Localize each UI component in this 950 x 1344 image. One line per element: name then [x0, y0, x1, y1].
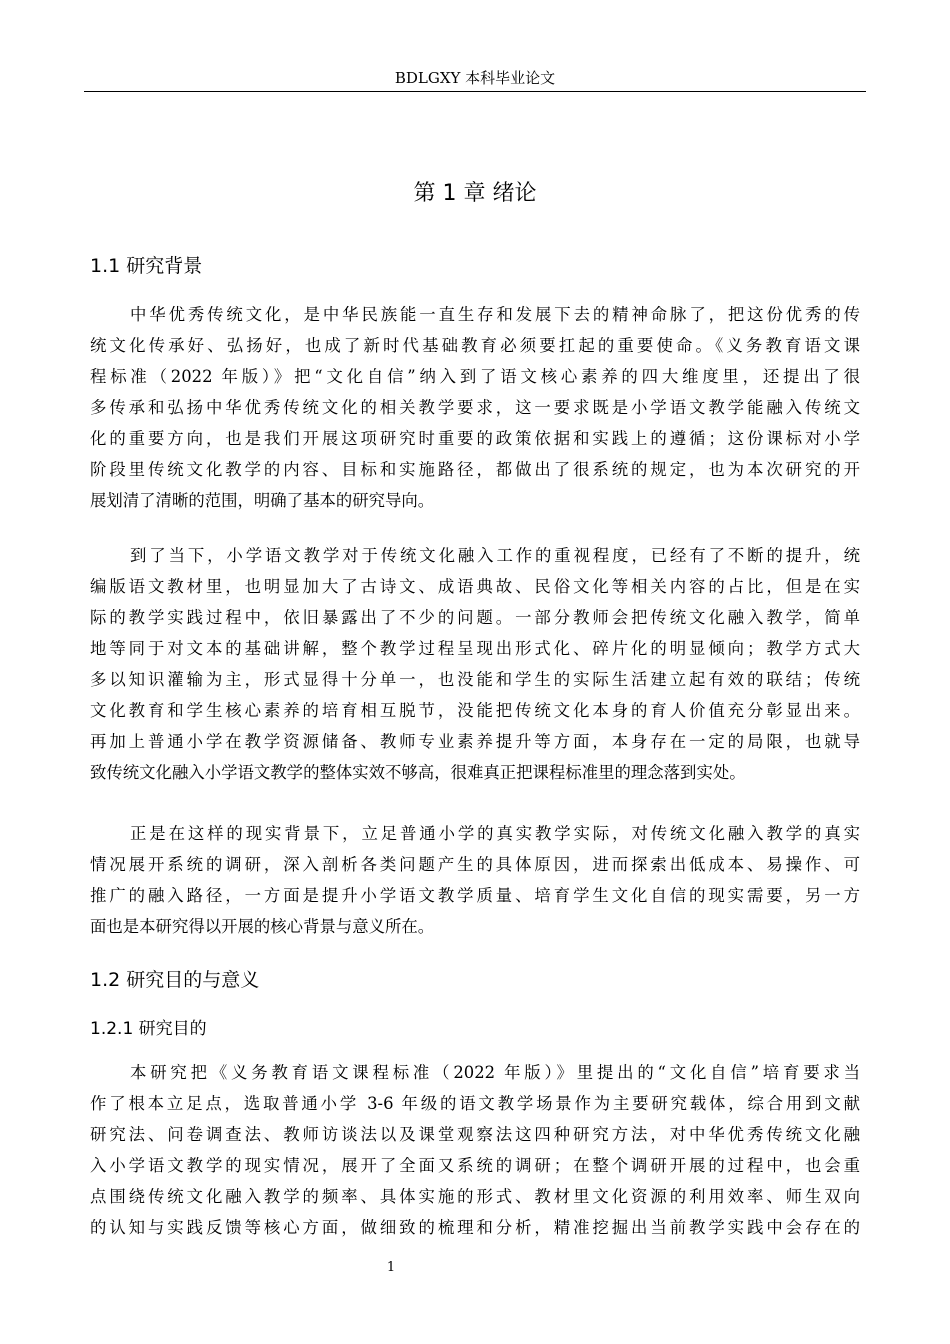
paragraph-line: 致传统文化融入小学语文教学的整体实效不够高，很难真正把课程标准里的理念落到实处。 — [90, 763, 746, 782]
paragraph-line: 多传承和弘扬中华优秀传统文化的相关教学要求，这一要求既是小学语文教学能融入传统文 — [90, 398, 860, 417]
paragraph-line: 程标准（2022 年版）》把“文化自信”纳入到了语文核心素养的四大维度里，还提出了很 — [90, 367, 860, 386]
paragraph-line: 研究法、问卷调查法、教师访谈法以及课堂观察法这四种研究方法，对中华优秀传统文化融 — [90, 1125, 860, 1144]
paragraph-line: 作了根本立足点，选取普通小学 3-6 年级的语文教学场景作为主要研究载体，综合用到文献 — [90, 1094, 860, 1113]
paragraph-line: 正是在这样的现实背景下，立足普通小学的真实教学实际，对传统文化融入教学的真实 — [130, 824, 860, 843]
paragraph-line: 情况展开系统的调研，深入剖析各类问题产生的具体原因，进而探索出低成本、易操作、可 — [90, 855, 860, 874]
paragraph-line: 点围绕传统文化融入教学的频率、具体实施的形式、教材里文化资源的利用效率、师生双向 — [90, 1187, 860, 1206]
paragraph-line: 编版语文教材里，也明显加大了古诗文、成语典故、民俗文化等相关内容的占比，但是在实 — [90, 577, 860, 596]
paragraph-3 — [90, 818, 860, 942]
paragraph-line: 本研究把《义务教育语文课程标准（2022 年版）》里提出的“文化自信”培育要求当 — [130, 1063, 860, 1082]
section-heading-1-2: 1.2 研究目的与意义 — [90, 969, 260, 991]
paragraph-line: 统文化传承好、弘扬好，也成了新时代基础教育必须要扛起的重要使命。《义务教育语文课 — [90, 336, 860, 355]
paragraph-line: 化的重要方向，也是我们开展这项研究时重要的政策依据和实践上的遵循；这份课标对小学 — [90, 429, 860, 448]
paragraph-line: 到了当下，小学语文教学对于传统文化融入工作的重视程度，已经有了不断的提升，统 — [130, 546, 860, 565]
section-heading-1-1: 1.1 研究背景 — [90, 255, 203, 277]
paragraph-line: 际的教学实践过程中，依旧暴露出了不少的问题。一部分教师会把传统文化融入教学，简单 — [90, 608, 860, 627]
chapter-title: 第 1 章 绪论 — [413, 181, 537, 206]
paragraph-line: 阶段里传统文化教学的内容、目标和实施路径，都做出了很系统的规定，也为本次研究的开 — [90, 460, 860, 479]
paragraph-4 — [90, 1057, 860, 1243]
paragraph-line: 入小学语文教学的现实情况，展开了全面又系统的调研；在整个调研开展的过程中，也会重 — [90, 1156, 860, 1175]
paragraph-line: 中华优秀传统文化，是中华民族能一直生存和发展下去的精神命脉了，把这份优秀的传 — [130, 305, 860, 324]
paragraph-line: 地等同于对文本的基础讲解，整个教学过程呈现出形式化、碎片化的明显倾向；教学方式大 — [90, 639, 860, 658]
paragraph-line: 推广的融入路径，一方面是提升小学语文教学质量、培育学生文化自信的现实需要，另一方 — [90, 886, 860, 905]
header-rule — [84, 91, 866, 92]
page-number: 1 — [386, 1260, 396, 1275]
paragraph-line: 文化教育和学生核心素养的培育相互脱节，没能把传统文化本身的育人价值充分彰显出来。 — [90, 701, 860, 720]
paragraph-line: 展划清了清晰的范围，明确了基本的研究导向。 — [90, 491, 435, 510]
paragraph-line: 多以知识灌输为主，形式显得十分单一，也没能和学生的实际生活建立起有效的联结；传统 — [90, 670, 860, 689]
paragraph-line: 再加上普通小学在教学资源储备、教师专业素养提升等方面，本身存在一定的局限，也就导 — [90, 732, 860, 751]
subsection-heading-1-2-1: 1.2.1 研究目的 — [90, 1019, 207, 1039]
paragraph-line: 的认知与实践反馈等核心方面，做细致的梳理和分析，精准挖掘出当前教学实践中会存在的 — [90, 1218, 860, 1237]
paragraph-line: 面也是本研究得以开展的核心背景与意义所在。 — [90, 917, 435, 936]
paragraph-1 — [90, 299, 860, 516]
paragraph-2 — [90, 540, 860, 788]
running-header: BDLGXY 本科毕业论文 — [394, 69, 556, 87]
